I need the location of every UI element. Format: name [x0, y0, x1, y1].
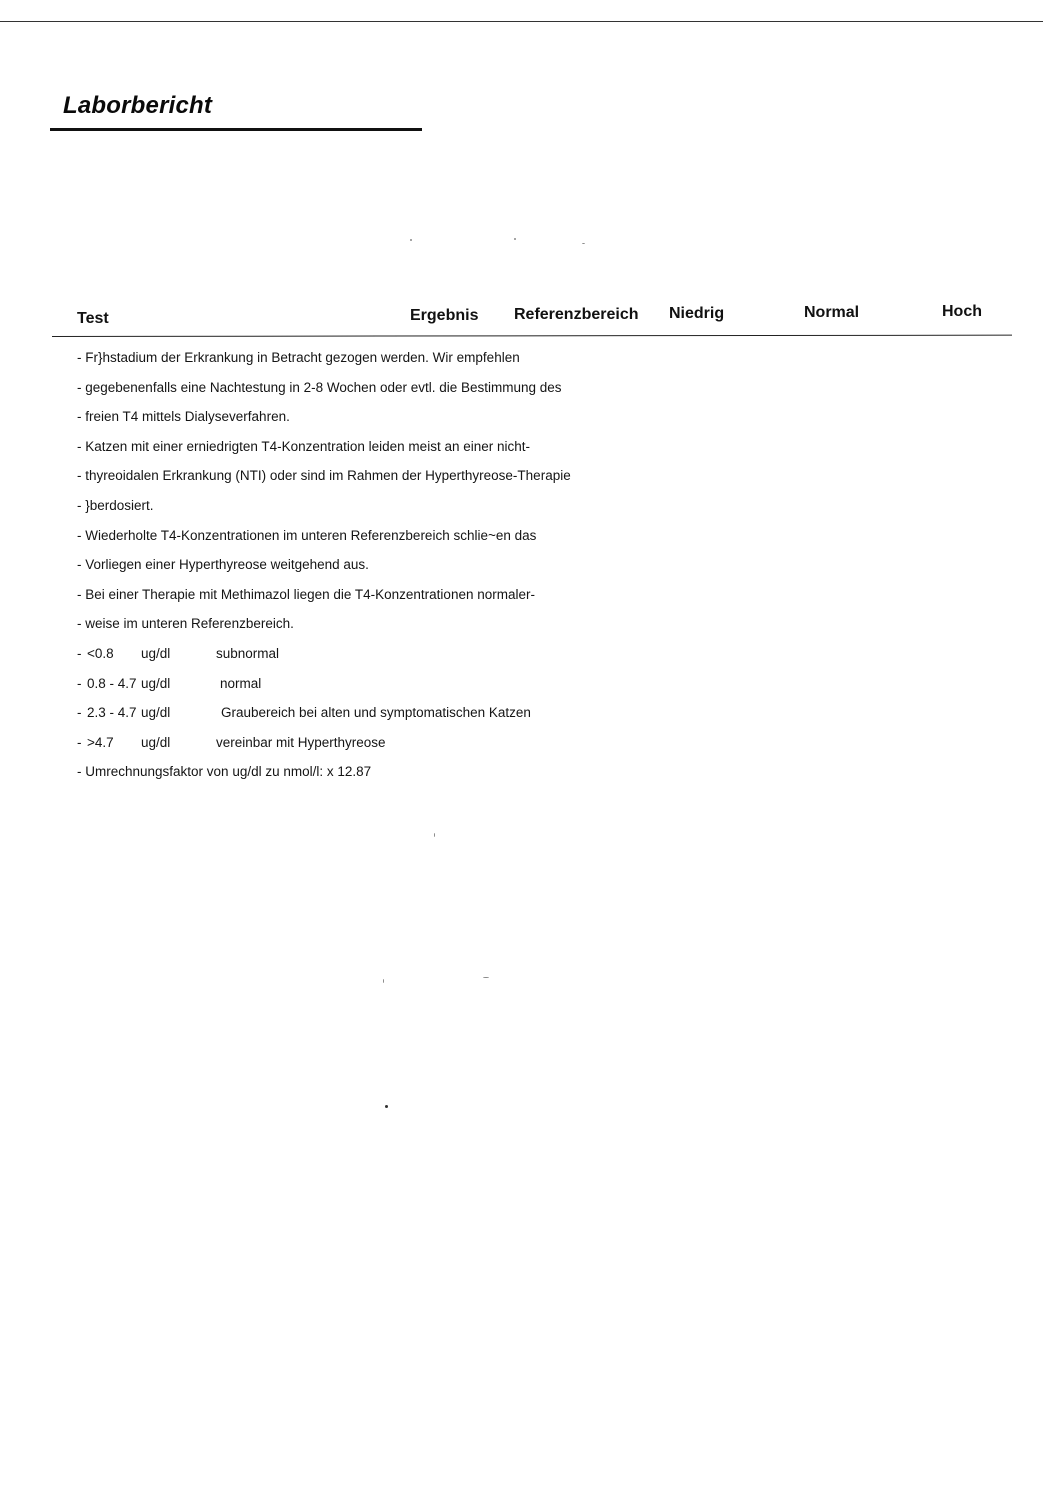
scan-speck [410, 239, 412, 241]
range-dash: - [77, 734, 82, 750]
reference-range-row [77, 639, 777, 669]
scan-speck [434, 833, 435, 837]
note-line: - Katzen mit einer erniedrigten T4-Konzentration leiden meist an einer nicht- [77, 438, 530, 454]
report-title: Laborbericht [63, 92, 213, 119]
reference-range-row [77, 698, 777, 728]
note-line: - Wiederholte T4-Konzentrationen im unteren Referenzbereich schlie~en das [77, 527, 537, 543]
range-value: 0.8 - 4.7 [87, 675, 137, 691]
column-header-referenzbereich: Referenzbereich [514, 306, 639, 323]
scan-speck [383, 979, 384, 983]
scan-speck [582, 243, 585, 244]
note-line: - Bei einer Therapie mit Methimazol liegen die T4-Konzentrationen normaler- [77, 586, 535, 602]
scan-speck [385, 1105, 388, 1108]
note-line: - gegebenenfalls eine Nachtestung in 2-8 Wochen oder evtl. die Bestimmung des [77, 379, 562, 395]
report-notes [77, 343, 777, 787]
note-line: - thyreoidalen Erkrankung (NTI) oder sind im Rahmen der Hyperthyreose-Therapie [77, 468, 571, 484]
table-header [0, 298, 1043, 338]
column-header-test: Test [77, 310, 109, 327]
range-dash: - [77, 645, 82, 661]
range-description: subnormal [216, 645, 280, 661]
column-header-hoch: Hoch [942, 303, 982, 320]
column-header-ergebnis: Ergebnis [410, 307, 479, 324]
note-line: - Fr}hstadium der Erkrankung in Betracht gezogen werden. Wir empfehlen [77, 350, 520, 365]
range-value: 2.3 - 4.7 [87, 705, 137, 721]
range-unit: ug/dl [141, 645, 171, 661]
conversion-note: - Umrechnungsfaktor von ug/dl zu nmol/l: x 12.87 [77, 764, 372, 780]
note-line: - freien T4 mittels Dialyseverfahren. [77, 409, 290, 425]
title-underline [50, 128, 422, 131]
range-unit: ug/dl [141, 734, 171, 750]
scan-speck [514, 238, 516, 240]
note-line: - }berdosiert. [77, 497, 154, 513]
note-line: - Vorliegen einer Hyperthyreose weitgehend aus. [77, 557, 369, 573]
range-dash: - [77, 705, 82, 721]
range-description: vereinbar mit Hyperthyreose [216, 734, 386, 750]
top-border-rule [0, 21, 1043, 22]
range-value: <0.8 [87, 645, 114, 661]
column-header-niedrig: Niedrig [669, 305, 725, 322]
range-dash: - [77, 675, 82, 691]
range-description: Graubereich bei alten und symptomatischen Katzen [221, 705, 531, 721]
range-unit: ug/dl [141, 705, 171, 721]
column-header-normal: Normal [804, 304, 860, 321]
note-line: - weise im unteren Referenzbereich. [77, 616, 294, 632]
range-value: >4.7 [87, 734, 114, 750]
scan-speck [483, 977, 489, 978]
reference-range-row [77, 728, 777, 758]
range-unit: ug/dl [141, 675, 171, 691]
reference-range-row [77, 669, 777, 699]
range-description: normal [220, 675, 262, 691]
